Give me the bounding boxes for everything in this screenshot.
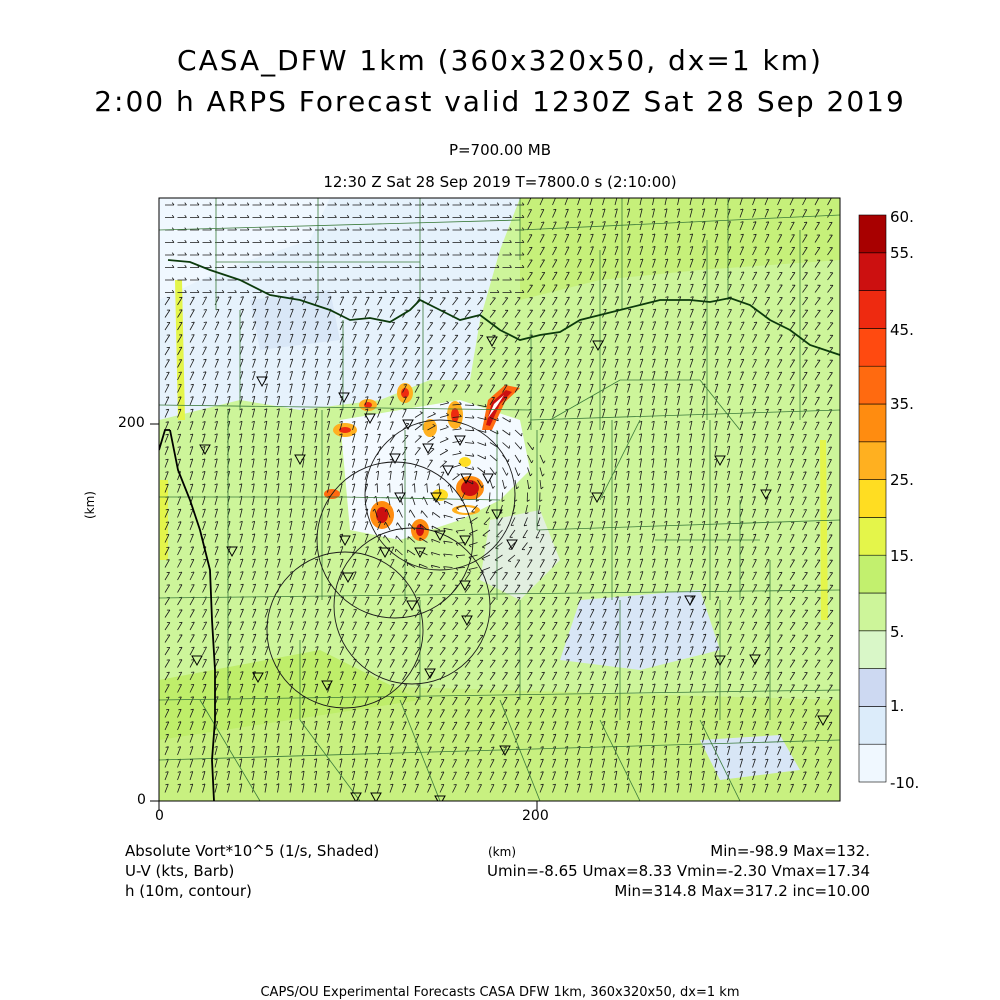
colorbar-swatch: [859, 366, 886, 404]
x-tick-0: 0: [155, 808, 164, 824]
colorbar-swatch: [859, 480, 886, 518]
y-tick-200: 200: [118, 415, 145, 431]
colorbar-swatch: [859, 291, 886, 329]
colorbar-label: 5.: [890, 623, 905, 641]
colorbar-swatch: [859, 744, 886, 782]
barb-field-stats: Umin=-8.65 Umax=8.33 Vmin=-2.30 Vmax=17.34: [487, 862, 870, 880]
x-tick-200: 200: [522, 808, 549, 824]
colorbar-label: 60.: [890, 208, 914, 226]
shaded-field-stats: Min=-98.9 Max=132.: [710, 842, 870, 860]
figure-title-line2: 2:00 h ARPS Forecast valid 1230Z Sat 28 Sep 2019: [94, 85, 906, 118]
contour-field-stats: Min=314.8 Max=317.2 inc=10.00: [614, 882, 870, 900]
colorbar-label: 55.: [890, 244, 914, 262]
colorbar-swatch: [859, 215, 886, 253]
colorbar-swatch: [859, 631, 886, 669]
colorbar-label: 25.: [890, 471, 914, 489]
vorticity-streak: [160, 480, 168, 560]
colorbar-swatch: [859, 593, 886, 631]
colorbar-swatch: [859, 669, 886, 707]
colorbar-swatch: [859, 253, 886, 291]
x-axis-label: (km): [488, 845, 517, 859]
colorbar-label: -10.: [890, 774, 920, 792]
barb-field-label: U-V (kts, Barb): [125, 862, 235, 880]
colorbar-swatch: [859, 404, 886, 442]
colorbar-swatch: [859, 328, 886, 366]
vorticity-map: [159, 196, 840, 805]
colorbar-swatch: [859, 517, 886, 555]
colorbar-label: 1.: [890, 697, 905, 715]
colorbar: [859, 208, 919, 792]
contour-field-label: h (10m, contour): [125, 882, 252, 900]
colorbar-label: 35.: [890, 395, 914, 413]
valid-time: 12:30 Z Sat 28 Sep 2019 T=7800.0 s (2:10:00): [323, 173, 677, 191]
colorbar-swatch: [859, 555, 886, 593]
shaded-field-label: Absolute Vort*10^5 (1/s, Shaded): [125, 842, 380, 860]
colorbar-label: 45.: [890, 321, 914, 339]
colorbar-swatch: [859, 442, 886, 480]
credit-line: CAPS/OU Experimental Forecasts CASA DFW 1km, 360x320x50, dx=1 km: [260, 985, 740, 1000]
colorbar-label: 15.: [890, 547, 914, 565]
pressure-level: P=700.00 MB: [448, 141, 552, 159]
figure-title-line1: CASA_DFW 1km (360x320x50, dx=1 km): [177, 44, 823, 77]
y-tick-0: 0: [137, 792, 146, 808]
y-axis-label: (km): [83, 490, 98, 520]
colorbar-swatch: [859, 706, 886, 744]
